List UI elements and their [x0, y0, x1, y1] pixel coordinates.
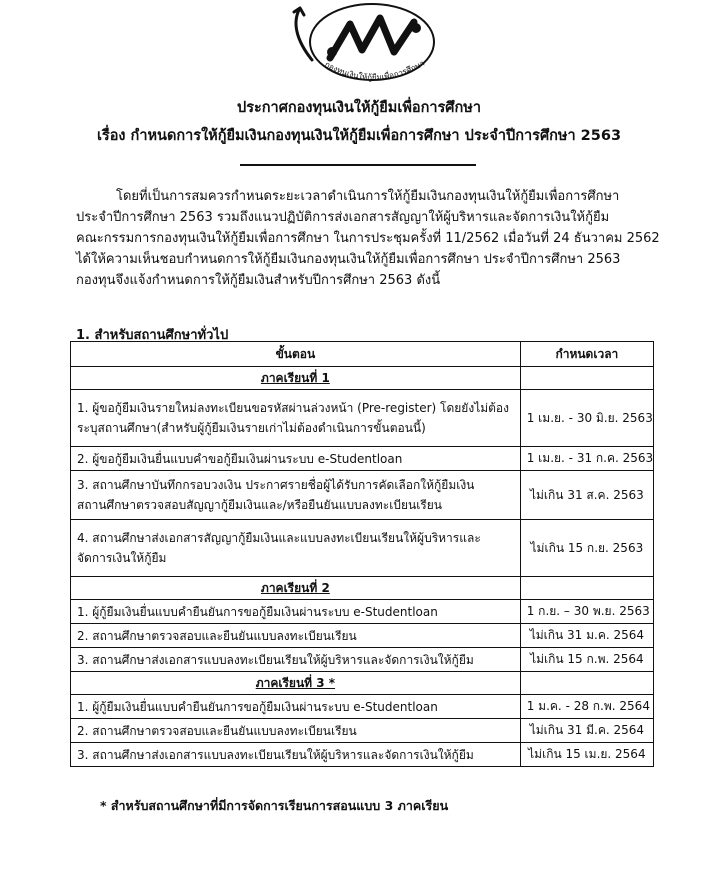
table-row [71, 600, 654, 624]
deadline-cell: ไม่เกิน 31 มี.ค. 2564 [520, 719, 653, 743]
term-label: ภาคเรียนที่ 3 * [71, 672, 521, 695]
step-text: 2. ผู้ขอกู้ยืมเงินยื่นแบบคำขอกู้ยืมเงินผ่านระบบ e-Studentloan [77, 451, 403, 466]
table-row [71, 743, 654, 767]
step-cell [71, 743, 521, 767]
step-cell [71, 447, 521, 471]
deadline-cell: 1 เม.ย. - 31 ก.ค. 2563 [520, 447, 653, 471]
deadline-cell: ไม่เกิน 15 ก.พ. 2564 [520, 648, 653, 672]
intro-paragraph [76, 186, 660, 291]
term-date-cell [520, 672, 653, 695]
table-row [71, 719, 654, 743]
deadline-cell: 1 ก.ย. – 30 พ.ย. 2563 [520, 600, 653, 624]
step-cell [71, 471, 521, 520]
table-row [71, 471, 654, 520]
step-cell [71, 719, 521, 743]
table-row [71, 520, 654, 577]
intro-line: กองทุนจึงแจ้งกำหนดการให้กู้ยืมเงินสำหรับปีการศึกษา 2563 ดังนี้ [76, 273, 441, 288]
step-text: 2. สถานศึกษาตรวจสอบและยืนยันแบบลงทะเบียนเรียน [77, 723, 357, 738]
step-cell [71, 600, 521, 624]
step-text: 3. สถานศึกษาส่งเอกสารแบบลงทะเบียนเรียนให้ผู้บริหารและจัดการเงินให้กู้ยืม [77, 747, 474, 762]
deadline-cell: ไม่เกิน 15 ก.ย. 2563 [520, 520, 653, 577]
table-row [71, 648, 654, 672]
deadline-cell: 1 ม.ค. - 28 ก.พ. 2564 [520, 695, 653, 719]
footnote: * สำหรับสถานศึกษาที่มีการจัดการเรียนการสอนแบบ 3 ภาคเรียน [100, 798, 449, 813]
step-cell [71, 648, 521, 672]
deadline-column-header: กำหนดเวลา [520, 342, 653, 367]
term-row [71, 367, 654, 390]
logo-text: กองทุนเงินให้กู้ยืมเพื่อการศึกษา [323, 58, 427, 83]
schedule-table [70, 341, 654, 767]
step-text: 3. สถานศึกษาส่งเอกสารแบบลงทะเบียนเรียนให้ผู้บริหารและจัดการเงินให้กู้ยืม [77, 652, 474, 667]
term-date-cell [520, 367, 653, 390]
table-row [71, 695, 654, 719]
deadline-cell: ไม่เกิน 31 ส.ค. 2563 [520, 471, 653, 520]
term-label: ภาคเรียนที่ 2 [71, 577, 521, 600]
fund-logo [0, 0, 718, 90]
intro-line: ได้ให้ความเห็นชอบกำหนดการให้กู้ยืมเงินกองทุนเงินให้กู้ยืมเพื่อการศึกษา ประจำปีการศึกษา 2563 [76, 252, 621, 267]
deadline-cell: 1 เม.ย. - 30 มิ.ย. 2563 [520, 390, 653, 447]
table-header-row [71, 342, 654, 367]
step-text: 2. สถานศึกษาตรวจสอบและยืนยันแบบลงทะเบียนเรียน [77, 628, 357, 643]
term-row [71, 577, 654, 600]
intro-line: คณะกรรมการกองทุนเงินให้กู้ยืมเพื่อการศึกษา ในการประชุมครั้งที่ 11/2562 เมื่อวันที่ 24 ธันวาคม 2562 [76, 231, 660, 246]
step-text: 3. สถานศึกษาบันทึกกรอบวงเงิน ประกาศรายชื่อผู้ได้รับการคัดเลือกให้กู้ยืมเงิน [77, 478, 475, 492]
step-cell [71, 390, 521, 447]
deadline-cell: ไม่เกิน 15 เม.ย. 2564 [520, 743, 653, 767]
table-row [71, 624, 654, 648]
section-title: 1. สำหรับสถานศึกษาทั่วไป [76, 328, 229, 343]
intro-line: ประจำปีการศึกษา 2563 รวมถึงแนวปฏิบัติการส่งเอกสารสัญญาให้ผู้บริหารและจัดการเงินให้กู้ยืม [76, 210, 610, 225]
step-cell [71, 624, 521, 648]
term-date-cell [520, 577, 653, 600]
fund-logo-mark [0, 0, 718, 90]
deadline-cell: ไม่เกิน 31 ม.ค. 2564 [520, 624, 653, 648]
title-underline [240, 164, 476, 166]
table-row [71, 447, 654, 471]
announcement-subject: เรื่อง กำหนดการให้กู้ยืมเงินกองทุนเงินให้กู้ยืมเพื่อการศึกษา ประจำปีการศึกษา 2563 [96, 128, 622, 144]
step-text: 1. ผู้กู้ยืมเงินยื่นแบบคำยืนยันการขอกู้ยืมเงินผ่านระบบ e-Studentloan [77, 699, 438, 714]
step-text: 1. ผู้กู้ยืมเงินยื่นแบบคำยืนยันการขอกู้ยืมเงินผ่านระบบ e-Studentloan [77, 604, 438, 619]
page-title: ประกาศกองทุนเงินให้กู้ยืมเพื่อการศึกษา [237, 100, 481, 116]
step-text: 4. สถานศึกษาส่งเอกสารสัญญากู้ยืมเงินและแบบลงทะเบียนเรียนให้ผู้บริหารและ [77, 531, 481, 545]
step-text: สถานศึกษาตรวจสอบสัญญากู้ยืมเงินและ/หรือยืนยันแบบลงทะเบียนเรียน [77, 498, 442, 512]
intro-line: โดยที่เป็นการสมควรกำหนดระยะเวลาดำเนินการให้กู้ยืมเงินกองทุนเงินให้กู้ยืมเพื่อการศึกษา [116, 189, 620, 204]
step-cell [71, 695, 521, 719]
step-text: ระบุสถานศึกษา(สำหรับผู้กู้ยืมเงินรายเก่าไม่ต้องดำเนินการขั้นตอนนี้) [77, 421, 426, 435]
step-text: 1. ผู้ขอกู้ยืมเงินรายใหม่ลงทะเบียนขอรหัสผ่านล่วงหน้า (Pre-register) โดยยังไม่ต้อง [77, 401, 509, 415]
step-column-header: ขั้นตอน [71, 342, 521, 367]
step-text: จัดการเงินให้กู้ยืม [77, 551, 167, 565]
step-cell [71, 520, 521, 577]
term-row [71, 672, 654, 695]
table-row [71, 390, 654, 447]
term-label: ภาคเรียนที่ 1 [71, 367, 521, 390]
